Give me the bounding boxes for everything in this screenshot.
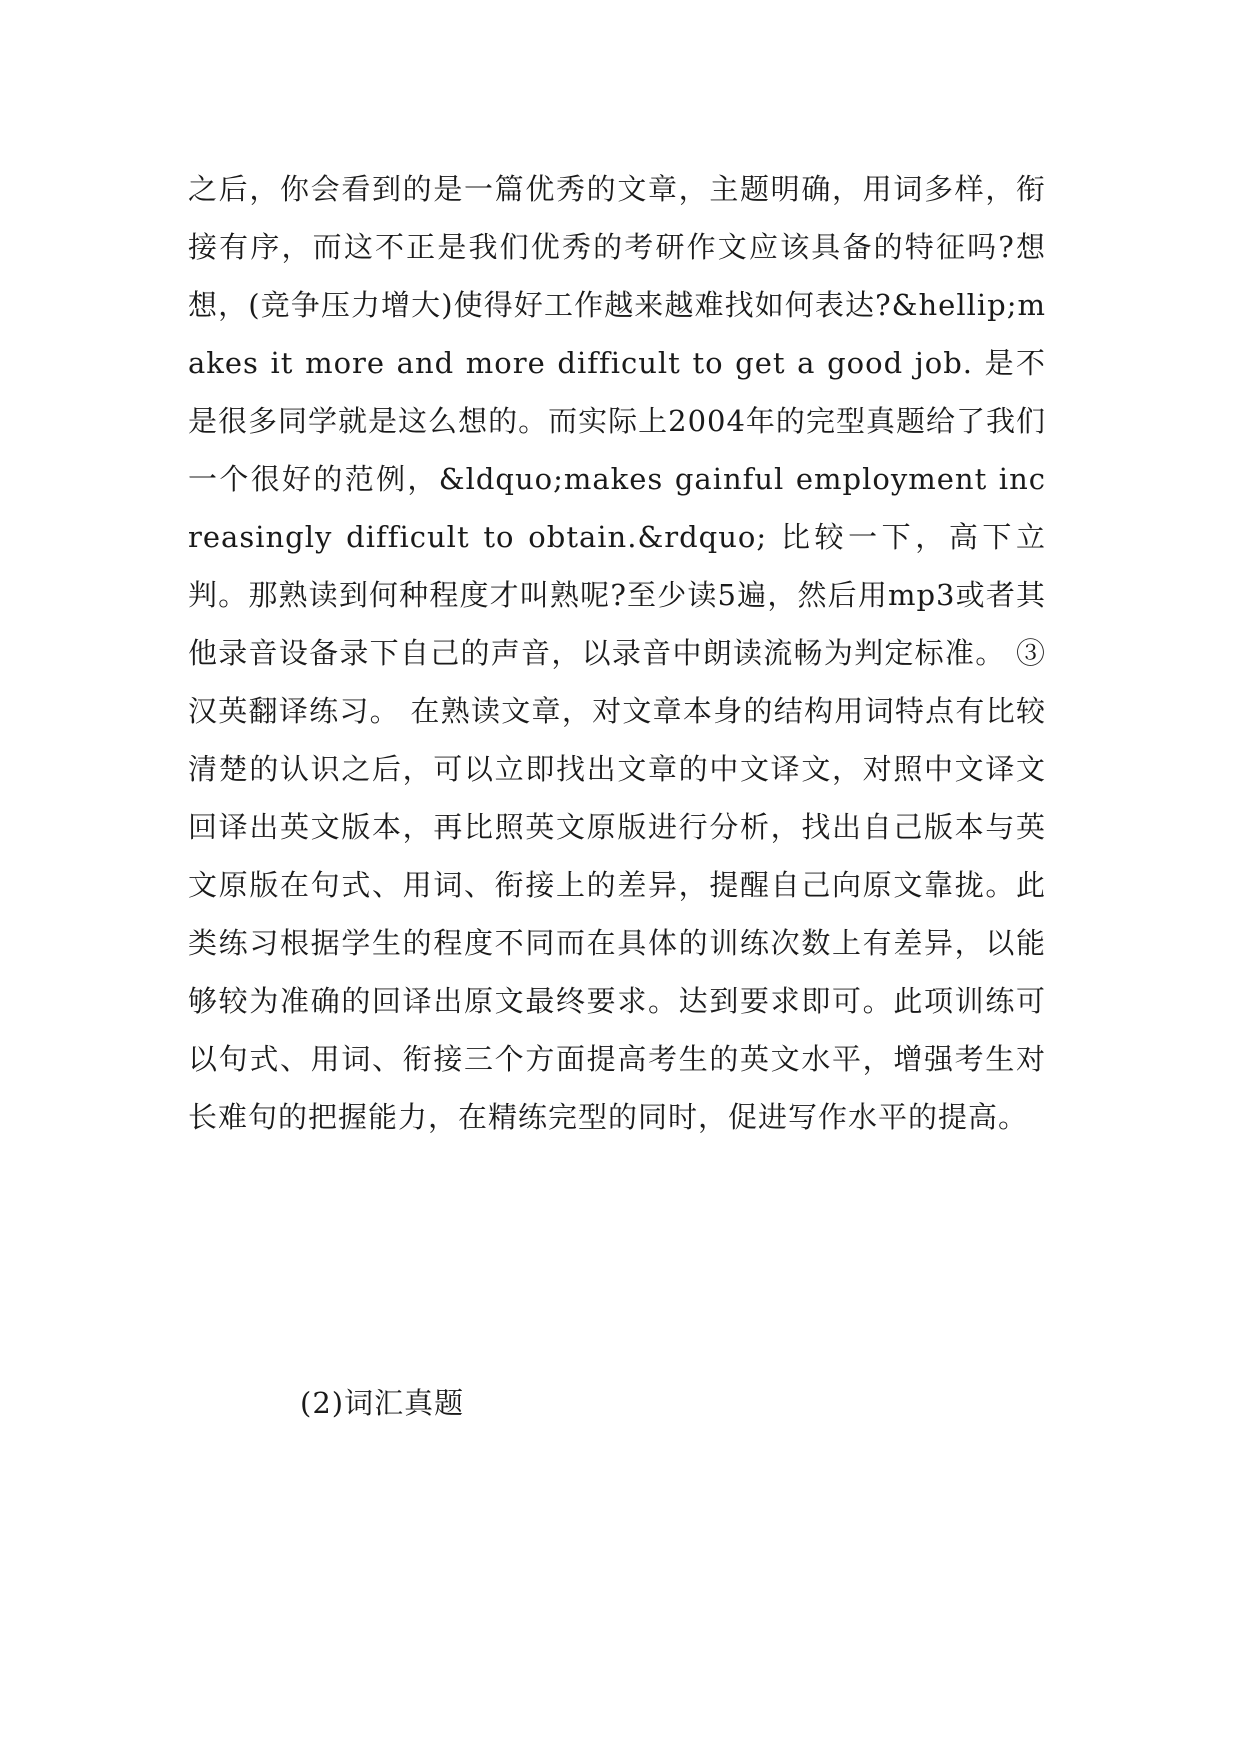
section-heading: (2)词汇真题: [300, 1386, 465, 1420]
body-paragraph: 之后，你会看到的是一篇优秀的文章，主题明确，用词多样，衔接有序，而这不正是我们优秀的考研作文应该具备的特征吗?想想，(竞争压力增大)使得好工作越来越难找如何表达?&hellip;makes it more and more difficult to get a good job. 是不是很多同学就是这么想的。而实际上2004年的完型真题给了我们一个很好的范例，&ldquo;makes gainful employment increasingly difficult to obtain.&rdquo; 比较一下，高下立判。那熟读到何种程度才叫熟呢?至少读5遍，然后用mp3或者其他录音设备录下自己的声音，以录音中朗读流畅为判定标准。 ③ 汉英翻译练习。 在熟读文章，对文章本身的结构用词特点有比较清楚的认识之后，可以立即找出文章的中文译文，对照中文译文回译出英文版本，再比照英文原版进行分析，找出自己版本与英文原版在句式、用词、衔接上的差异，提醒自己向原文靠拢。此类练习根据学生的程度不同而在具体的训练次数上有差异，以能够较为准确的回译出原文最终要求。达到要求即可。此项训练可以句式、用词、衔接三个方面提高考生的英文水平，增强考生对长难句的把握能力，在精练完型的同时，促进写作水平的提高。: [188, 172, 1046, 1134]
